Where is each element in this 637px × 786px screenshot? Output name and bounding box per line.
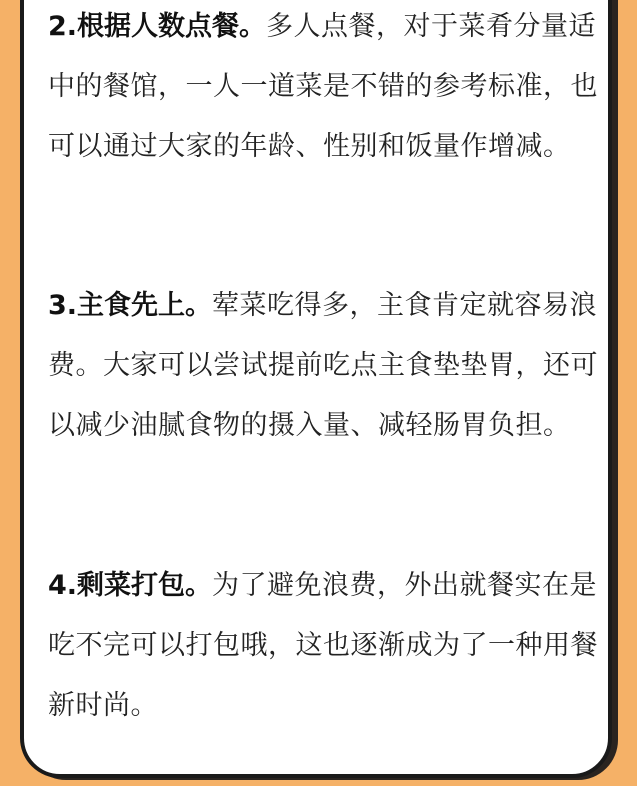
tip-heading-4: 4.剩菜打包。 [48, 570, 213, 601]
tip-body-3: 荤菜吃得多，主食肯定就容易浪费。大家可以尝试提前吃点主食垫垫胃，还可以减少油腻食物的摄入量、减轻肠胃负担。 [48, 290, 598, 441]
tip-paragraph-2 [48, 0, 608, 177]
tip-paragraph-4 [48, 556, 608, 736]
tip-heading-2: 2.根据人数点餐。 [48, 11, 267, 42]
tip-body-2: 多人点餐，对于菜肴分量适中的餐馆，一人一道菜是不错的参考标准，也可以通过大家的年龄、性别和饭量作增减。 [48, 11, 598, 162]
tip-body-4: 为了避免浪费，外出就餐实在是吃不完可以打包哦，这也逐渐成为了一种用餐新时尚。 [48, 570, 598, 721]
tip-heading-3: 3.主食先上。 [48, 290, 213, 321]
tip-paragraph-3 [48, 276, 608, 456]
